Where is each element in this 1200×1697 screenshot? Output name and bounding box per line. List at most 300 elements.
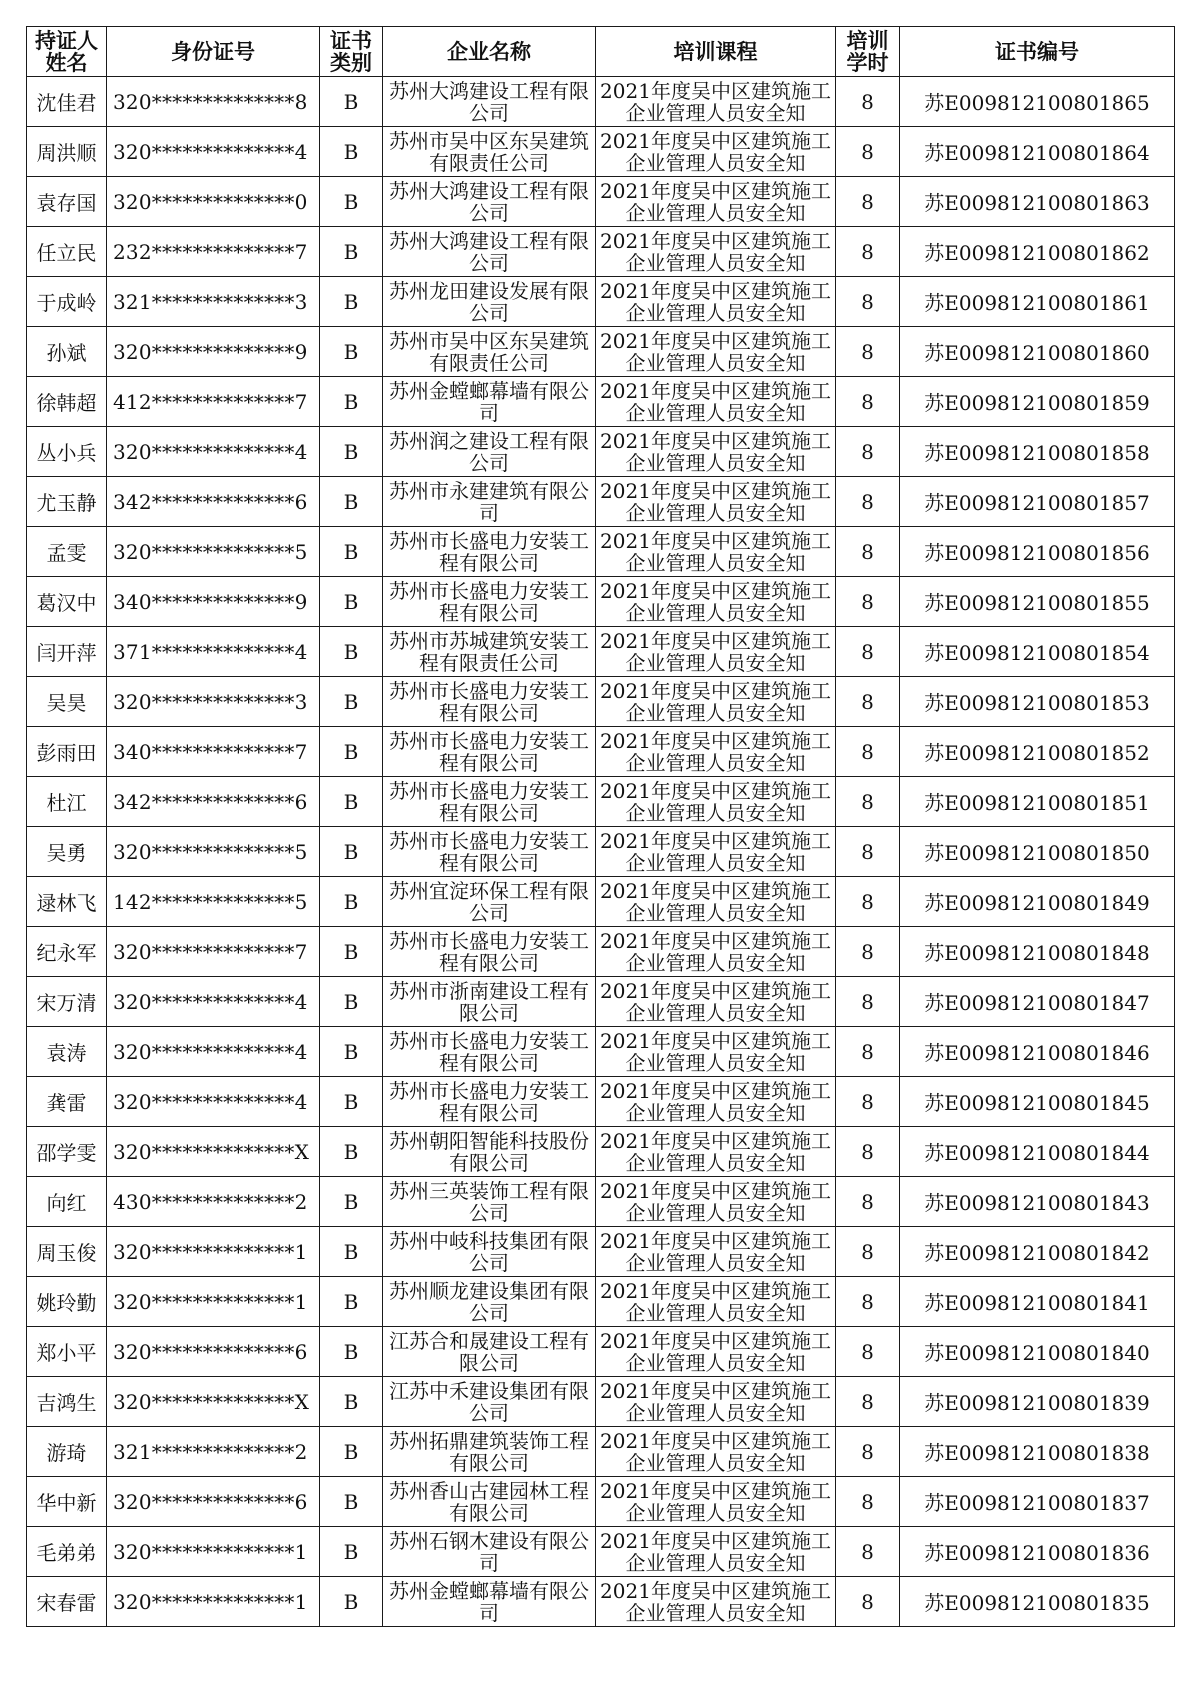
cell-id: 320**************9	[107, 327, 320, 377]
cell-name: 纪永军	[27, 927, 107, 977]
cell-course-text: 2021年度吴中区建筑施工企业管理人员安全知	[600, 1178, 831, 1225]
cell-id: 320**************7	[107, 927, 320, 977]
table-row	[27, 1277, 1175, 1327]
cell-type: B	[320, 477, 383, 527]
cell-id: 320**************0	[107, 177, 320, 227]
cell-company-text: 苏州市长盛电力安装工程有限公司	[389, 728, 589, 775]
cell-id: 320**************5	[107, 527, 320, 577]
cell-company	[383, 1027, 596, 1077]
cell-type: B	[320, 377, 383, 427]
cell-company	[383, 1277, 596, 1327]
cell-cert-no: 苏E009812100801858	[900, 427, 1175, 477]
cell-name: 毛弟弟	[27, 1527, 107, 1577]
cell-course-text: 2021年度吴中区建筑施工企业管理人员安全知	[600, 1028, 831, 1075]
cell-company	[383, 1177, 596, 1227]
cell-company-text: 江苏合和晟建设工程有限公司	[389, 1328, 589, 1375]
cell-course	[596, 1427, 836, 1477]
cell-course-text: 2021年度吴中区建筑施工企业管理人员安全知	[600, 728, 831, 775]
cell-name: 于成岭	[27, 277, 107, 327]
table-row	[27, 577, 1175, 627]
cell-name: 彭雨田	[27, 727, 107, 777]
cell-id: 320**************4	[107, 127, 320, 177]
header-id: 身份证号	[107, 27, 320, 77]
cell-name: 华中新	[27, 1477, 107, 1527]
cell-cert-no: 苏E009812100801856	[900, 527, 1175, 577]
cell-type: B	[320, 977, 383, 1027]
cell-type: B	[320, 1427, 383, 1477]
cell-company-text: 苏州三英装饰工程有限公司	[389, 1178, 589, 1225]
table-row	[27, 127, 1175, 177]
cell-cert-no: 苏E009812100801835	[900, 1577, 1175, 1627]
table-row	[27, 677, 1175, 727]
cell-id: 142**************5	[107, 877, 320, 927]
cell-cert-no: 苏E009812100801850	[900, 827, 1175, 877]
cell-hours: 8	[836, 1577, 900, 1627]
cell-cert-no: 苏E009812100801838	[900, 1427, 1175, 1477]
table-row	[27, 727, 1175, 777]
cell-cert-no: 苏E009812100801852	[900, 727, 1175, 777]
cell-course-text: 2021年度吴中区建筑施工企业管理人员安全知	[600, 1378, 831, 1425]
cell-type: B	[320, 527, 383, 577]
cell-type: B	[320, 877, 383, 927]
table-row	[27, 1127, 1175, 1177]
table-row	[27, 227, 1175, 277]
cell-company-text: 苏州香山古建园林工程有限公司	[389, 1478, 589, 1525]
cell-course	[596, 1377, 836, 1427]
cell-type: B	[320, 1527, 383, 1577]
cell-type: B	[320, 1127, 383, 1177]
cell-course	[596, 477, 836, 527]
cell-type: B	[320, 1477, 383, 1527]
cell-type: B	[320, 1077, 383, 1127]
cell-type: B	[320, 1577, 383, 1627]
cell-type: B	[320, 427, 383, 477]
cell-cert-no: 苏E009812100801865	[900, 77, 1175, 127]
cell-id: 320**************4	[107, 977, 320, 1027]
cell-name: 逯林飞	[27, 877, 107, 927]
table-row	[27, 1027, 1175, 1077]
cell-company-text: 苏州大鸿建设工程有限公司	[389, 78, 589, 125]
cell-hours: 8	[836, 1377, 900, 1427]
cell-hours: 8	[836, 227, 900, 277]
cell-course	[596, 527, 836, 577]
cell-id: 320**************1	[107, 1527, 320, 1577]
table-row	[27, 177, 1175, 227]
certificate-table	[26, 26, 1175, 1627]
cell-course	[596, 1127, 836, 1177]
cell-company-text: 苏州大鸿建设工程有限公司	[389, 228, 589, 275]
table-row	[27, 277, 1175, 327]
cell-course	[596, 377, 836, 427]
cell-company-text: 苏州市长盛电力安装工程有限公司	[389, 928, 589, 975]
table-row	[27, 1377, 1175, 1427]
cell-hours: 8	[836, 527, 900, 577]
cell-company	[383, 427, 596, 477]
cell-course	[596, 1527, 836, 1577]
header-type: 证书 类别	[320, 27, 383, 77]
cell-course	[596, 1227, 836, 1277]
cell-course-text: 2021年度吴中区建筑施工企业管理人员安全知	[600, 1428, 831, 1475]
cell-cert-no: 苏E009812100801844	[900, 1127, 1175, 1177]
table-row	[27, 1227, 1175, 1277]
table-row	[27, 927, 1175, 977]
cell-company	[383, 577, 596, 627]
cell-course	[596, 577, 836, 627]
cell-name: 袁涛	[27, 1027, 107, 1077]
cell-name: 游琦	[27, 1427, 107, 1477]
cell-company	[383, 277, 596, 327]
cell-course	[596, 827, 836, 877]
header-cert-no: 证书编号	[900, 27, 1175, 77]
cell-id: 320**************3	[107, 677, 320, 727]
cell-course	[596, 1327, 836, 1377]
table-row	[27, 477, 1175, 527]
cell-cert-no: 苏E009812100801860	[900, 327, 1175, 377]
cell-company-text: 苏州朝阳智能科技股份有限公司	[389, 1128, 589, 1175]
cell-course	[596, 1277, 836, 1327]
table-row	[27, 1327, 1175, 1377]
cell-type: B	[320, 677, 383, 727]
cell-course	[596, 977, 836, 1027]
cell-course-text: 2021年度吴中区建筑施工企业管理人员安全知	[600, 228, 831, 275]
cell-cert-no: 苏E009812100801847	[900, 977, 1175, 1027]
cell-course-text: 2021年度吴中区建筑施工企业管理人员安全知	[600, 778, 831, 825]
cell-company	[383, 777, 596, 827]
cell-company-text: 苏州市长盛电力安装工程有限公司	[389, 678, 589, 725]
cell-course	[596, 727, 836, 777]
cell-cert-no: 苏E009812100801851	[900, 777, 1175, 827]
cell-course	[596, 327, 836, 377]
header-name: 持证人 姓名	[27, 27, 107, 77]
cell-company-text: 苏州石钢木建设有限公司	[389, 1528, 589, 1575]
cell-company-text: 苏州市长盛电力安装工程有限公司	[389, 1028, 589, 1075]
cell-id: 320**************6	[107, 1477, 320, 1527]
cell-hours: 8	[836, 627, 900, 677]
cell-company	[383, 1477, 596, 1527]
cell-name: 宋春雷	[27, 1577, 107, 1627]
cell-hours: 8	[836, 77, 900, 127]
cell-course-text: 2021年度吴中区建筑施工企业管理人员安全知	[600, 828, 831, 875]
header-row	[27, 27, 1175, 77]
cell-course	[596, 777, 836, 827]
cell-company	[383, 627, 596, 677]
cell-id: 321**************3	[107, 277, 320, 327]
cell-company	[383, 1377, 596, 1427]
table-row	[27, 1477, 1175, 1527]
cell-company-text: 苏州市长盛电力安装工程有限公司	[389, 1078, 589, 1125]
cell-id: 320**************X	[107, 1377, 320, 1427]
table-row	[27, 977, 1175, 1027]
cell-name: 向红	[27, 1177, 107, 1227]
cell-hours: 8	[836, 927, 900, 977]
cell-type: B	[320, 627, 383, 677]
cell-course-text: 2021年度吴中区建筑施工企业管理人员安全知	[600, 1228, 831, 1275]
cell-course	[596, 877, 836, 927]
cell-hours: 8	[836, 1177, 900, 1227]
table-row	[27, 1077, 1175, 1127]
cell-hours: 8	[836, 727, 900, 777]
cell-company-text: 苏州市浙南建设工程有限公司	[389, 978, 589, 1025]
cell-course-text: 2021年度吴中区建筑施工企业管理人员安全知	[600, 678, 831, 725]
table-row	[27, 377, 1175, 427]
cell-type: B	[320, 1227, 383, 1277]
cell-hours: 8	[836, 977, 900, 1027]
cell-company	[383, 477, 596, 527]
cell-hours: 8	[836, 277, 900, 327]
cell-type: B	[320, 777, 383, 827]
table-body	[27, 77, 1175, 1627]
table-row	[27, 1577, 1175, 1627]
cell-hours: 8	[836, 1127, 900, 1177]
cell-company-text: 苏州润之建设工程有限公司	[389, 428, 589, 475]
cell-course	[596, 627, 836, 677]
cell-type: B	[320, 727, 383, 777]
cell-id: 320**************8	[107, 77, 320, 127]
cell-hours: 8	[836, 1327, 900, 1377]
cell-id: 320**************5	[107, 827, 320, 877]
cell-company-text: 苏州金螳螂幕墙有限公司	[389, 1578, 589, 1625]
cell-type: B	[320, 827, 383, 877]
cell-cert-no: 苏E009812100801839	[900, 1377, 1175, 1427]
cell-name: 宋万清	[27, 977, 107, 1027]
table-row	[27, 1177, 1175, 1227]
cell-id: 342**************6	[107, 777, 320, 827]
cell-course-text: 2021年度吴中区建筑施工企业管理人员安全知	[600, 128, 831, 175]
cell-course	[596, 1177, 836, 1227]
cell-type: B	[320, 1377, 383, 1427]
cell-company	[383, 77, 596, 127]
cell-company	[383, 977, 596, 1027]
cell-company-text: 苏州市苏城建筑安装工程有限责任公司	[389, 628, 589, 675]
cell-cert-no: 苏E009812100801836	[900, 1527, 1175, 1577]
cell-course	[596, 1077, 836, 1127]
table-row	[27, 627, 1175, 677]
cell-cert-no: 苏E009812100801837	[900, 1477, 1175, 1527]
cell-hours: 8	[836, 1427, 900, 1477]
cell-course-text: 2021年度吴中区建筑施工企业管理人员安全知	[600, 1478, 831, 1525]
cell-company-text: 苏州金螳螂幕墙有限公司	[389, 378, 589, 425]
cell-id: 321**************2	[107, 1427, 320, 1477]
cell-cert-no: 苏E009812100801861	[900, 277, 1175, 327]
cell-type: B	[320, 927, 383, 977]
cell-course-text: 2021年度吴中区建筑施工企业管理人员安全知	[600, 928, 831, 975]
cell-type: B	[320, 277, 383, 327]
cell-company	[383, 677, 596, 727]
cell-type: B	[320, 177, 383, 227]
cell-course-text: 2021年度吴中区建筑施工企业管理人员安全知	[600, 278, 831, 325]
cell-cert-no: 苏E009812100801862	[900, 227, 1175, 277]
cell-course-text: 2021年度吴中区建筑施工企业管理人员安全知	[600, 1278, 831, 1325]
cell-course	[596, 1577, 836, 1627]
cell-course-text: 2021年度吴中区建筑施工企业管理人员安全知	[600, 1328, 831, 1375]
cell-type: B	[320, 127, 383, 177]
cell-company	[383, 377, 596, 427]
cell-name: 邵学雯	[27, 1127, 107, 1177]
cell-company-text: 苏州大鸿建设工程有限公司	[389, 178, 589, 225]
cell-hours: 8	[836, 177, 900, 227]
cell-cert-no: 苏E009812100801863	[900, 177, 1175, 227]
cell-id: 320**************1	[107, 1577, 320, 1627]
cell-id: 320**************1	[107, 1227, 320, 1277]
cell-company-text: 苏州顺龙建设集团有限公司	[389, 1278, 589, 1325]
table-row	[27, 877, 1175, 927]
table-row	[27, 1427, 1175, 1477]
cell-course	[596, 277, 836, 327]
cell-course-text: 2021年度吴中区建筑施工企业管理人员安全知	[600, 1578, 831, 1625]
cell-name: 周洪顺	[27, 127, 107, 177]
cell-name: 葛汉中	[27, 577, 107, 627]
cell-course	[596, 677, 836, 727]
cell-company-text: 苏州宜淀环保工程有限公司	[389, 878, 589, 925]
cell-course-text: 2021年度吴中区建筑施工企业管理人员安全知	[600, 978, 831, 1025]
header-course: 培训课程	[596, 27, 836, 77]
cell-course-text: 2021年度吴中区建筑施工企业管理人员安全知	[600, 1528, 831, 1575]
cell-hours: 8	[836, 1277, 900, 1327]
header-company: 企业名称	[383, 27, 596, 77]
table-row	[27, 427, 1175, 477]
cell-course-text: 2021年度吴中区建筑施工企业管理人员安全知	[600, 478, 831, 525]
cell-course-text: 2021年度吴中区建筑施工企业管理人员安全知	[600, 1078, 831, 1125]
cell-company	[383, 127, 596, 177]
cell-company	[383, 927, 596, 977]
cell-cert-no: 苏E009812100801842	[900, 1227, 1175, 1277]
cell-name: 吴昊	[27, 677, 107, 727]
cell-name: 丛小兵	[27, 427, 107, 477]
cell-company-text: 江苏中禾建设集团有限公司	[389, 1378, 589, 1425]
cell-id: 320**************1	[107, 1277, 320, 1327]
cell-hours: 8	[836, 777, 900, 827]
cell-name: 姚玲勤	[27, 1277, 107, 1327]
cell-course	[596, 227, 836, 277]
cell-company	[383, 1127, 596, 1177]
cell-course-text: 2021年度吴中区建筑施工企业管理人员安全知	[600, 328, 831, 375]
cell-course-text: 2021年度吴中区建筑施工企业管理人员安全知	[600, 78, 831, 125]
cell-type: B	[320, 327, 383, 377]
cell-course	[596, 427, 836, 477]
table-row	[27, 1527, 1175, 1577]
cell-name: 徐韩超	[27, 377, 107, 427]
cell-name: 尤玉静	[27, 477, 107, 527]
cell-id: 232**************7	[107, 227, 320, 277]
cell-cert-no: 苏E009812100801853	[900, 677, 1175, 727]
cell-name: 周玉俊	[27, 1227, 107, 1277]
cell-company-text: 苏州市长盛电力安装工程有限公司	[389, 578, 589, 625]
cell-course-text: 2021年度吴中区建筑施工企业管理人员安全知	[600, 178, 831, 225]
cell-hours: 8	[836, 127, 900, 177]
cell-hours: 8	[836, 377, 900, 427]
cell-company	[383, 1577, 596, 1627]
cell-cert-no: 苏E009812100801849	[900, 877, 1175, 927]
cell-company	[383, 727, 596, 777]
cell-company	[383, 1227, 596, 1277]
cell-hours: 8	[836, 1027, 900, 1077]
cell-hours: 8	[836, 427, 900, 477]
cell-course	[596, 927, 836, 977]
cell-name: 袁存国	[27, 177, 107, 227]
cell-company	[383, 827, 596, 877]
cell-company-text: 苏州市长盛电力安装工程有限公司	[389, 778, 589, 825]
cell-name: 闫开萍	[27, 627, 107, 677]
cell-name: 吉鸿生	[27, 1377, 107, 1427]
cell-id: 412**************7	[107, 377, 320, 427]
cell-type: B	[320, 227, 383, 277]
cell-cert-no: 苏E009812100801859	[900, 377, 1175, 427]
cell-company	[383, 1077, 596, 1127]
cell-company-text: 苏州市长盛电力安装工程有限公司	[389, 828, 589, 875]
cell-hours: 8	[836, 877, 900, 927]
cell-id: 342**************6	[107, 477, 320, 527]
cell-cert-no: 苏E009812100801841	[900, 1277, 1175, 1327]
cell-course	[596, 1027, 836, 1077]
cell-cert-no: 苏E009812100801855	[900, 577, 1175, 627]
cell-company-text: 苏州市吴中区东吴建筑有限责任公司	[389, 128, 589, 175]
cell-course	[596, 177, 836, 227]
cell-hours: 8	[836, 1227, 900, 1277]
cell-course	[596, 77, 836, 127]
cell-name: 龚雷	[27, 1077, 107, 1127]
cell-company-text: 苏州拓鼎建筑装饰工程有限公司	[389, 1428, 589, 1475]
cell-cert-no: 苏E009812100801848	[900, 927, 1175, 977]
cell-name: 任立民	[27, 227, 107, 277]
cell-hours: 8	[836, 477, 900, 527]
cell-hours: 8	[836, 327, 900, 377]
cell-company-text: 苏州龙田建设发展有限公司	[389, 278, 589, 325]
cell-company	[383, 177, 596, 227]
cell-id: 320**************4	[107, 427, 320, 477]
cell-hours: 8	[836, 577, 900, 627]
cell-company	[383, 327, 596, 377]
cell-type: B	[320, 577, 383, 627]
cell-hours: 8	[836, 827, 900, 877]
cell-cert-no: 苏E009812100801857	[900, 477, 1175, 527]
cell-cert-no: 苏E009812100801845	[900, 1077, 1175, 1127]
cell-course-text: 2021年度吴中区建筑施工企业管理人员安全知	[600, 1128, 831, 1175]
cell-id: 320**************X	[107, 1127, 320, 1177]
cell-company	[383, 1527, 596, 1577]
cell-id: 320**************4	[107, 1027, 320, 1077]
cell-id: 371**************4	[107, 627, 320, 677]
cell-company	[383, 527, 596, 577]
cell-company-text: 苏州中岐科技集团有限公司	[389, 1228, 589, 1275]
cell-id: 430**************2	[107, 1177, 320, 1227]
cell-company-text: 苏州市永建建筑有限公司	[389, 478, 589, 525]
cell-company	[383, 1327, 596, 1377]
cell-company-text: 苏州市吴中区东吴建筑有限责任公司	[389, 328, 589, 375]
cell-type: B	[320, 1027, 383, 1077]
cell-course	[596, 127, 836, 177]
cell-course	[596, 1477, 836, 1527]
table-row	[27, 527, 1175, 577]
cell-type: B	[320, 1277, 383, 1327]
cell-course-text: 2021年度吴中区建筑施工企业管理人员安全知	[600, 578, 831, 625]
cell-id: 320**************6	[107, 1327, 320, 1377]
cell-cert-no: 苏E009812100801843	[900, 1177, 1175, 1227]
cell-hours: 8	[836, 677, 900, 727]
cell-name: 孟雯	[27, 527, 107, 577]
cell-type: B	[320, 1177, 383, 1227]
table-row	[27, 827, 1175, 877]
table-row	[27, 777, 1175, 827]
cell-cert-no: 苏E009812100801846	[900, 1027, 1175, 1077]
cell-cert-no: 苏E009812100801840	[900, 1327, 1175, 1377]
cell-name: 吴勇	[27, 827, 107, 877]
cell-hours: 8	[836, 1077, 900, 1127]
table-row	[27, 77, 1175, 127]
cell-cert-no: 苏E009812100801854	[900, 627, 1175, 677]
cell-course-text: 2021年度吴中区建筑施工企业管理人员安全知	[600, 378, 831, 425]
cell-company-text: 苏州市长盛电力安装工程有限公司	[389, 528, 589, 575]
cell-course-text: 2021年度吴中区建筑施工企业管理人员安全知	[600, 628, 831, 675]
